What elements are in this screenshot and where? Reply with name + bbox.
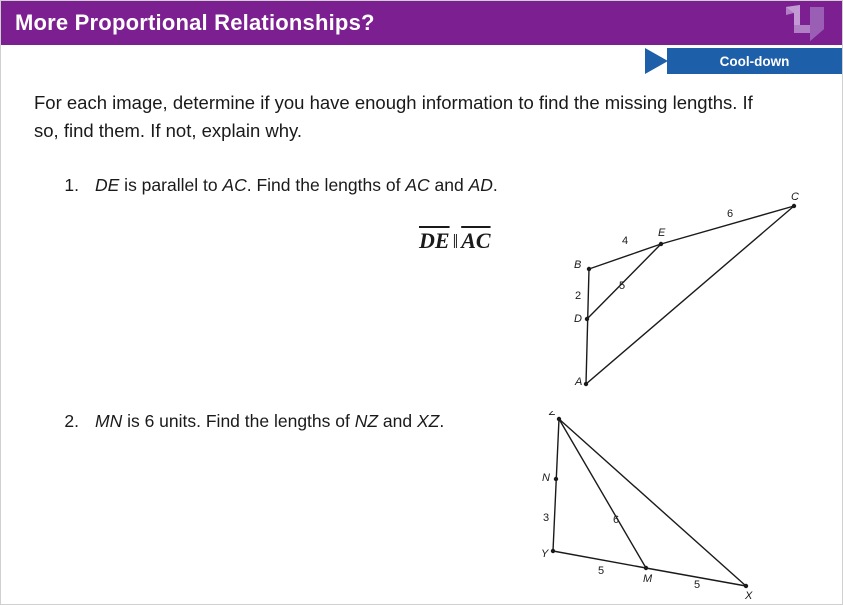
point-label-E: E — [658, 227, 666, 239]
point-label-N: N — [542, 472, 550, 484]
segment-length-6: 6 — [727, 208, 734, 220]
segment-length-5: 5 — [619, 280, 626, 292]
problem-1-part-6: AD — [468, 175, 493, 195]
segment-length-3: 3 — [543, 512, 550, 524]
problem-2-part-0: MN — [95, 411, 123, 431]
problem-2-number: 2. — [64, 411, 79, 431]
problem-2-part-5: . — [439, 411, 445, 431]
problem-2-part-1: is 6 units. Find the lengths of — [122, 411, 355, 431]
problem-1-part-5: and — [429, 175, 469, 195]
parallel-equation — [419, 228, 491, 254]
segment-length-4: 4 — [622, 235, 629, 247]
problem-1-part-0: DE — [95, 175, 120, 195]
equation-parallel-symbol: ‖ — [452, 231, 459, 253]
problem-2-part-4: XZ — [416, 411, 440, 431]
instructions-text: For each image, determine if you have enough information to find the missing lengths. If so, find them. If not, explain why. — [34, 92, 753, 141]
segment-length-6b: 6 — [613, 514, 620, 526]
equation-right-segment: $\overline{AC}$ — [461, 228, 491, 253]
figure-triangle-xyz — [531, 411, 821, 605]
segment-length-5a: 5 — [598, 565, 605, 577]
problem-1-part-2: AC — [222, 175, 247, 195]
point-label-Y: Y — [541, 548, 549, 560]
point-label-A: A — [575, 376, 583, 388]
header-bar — [1, 1, 843, 45]
page-title: More Proportional Relationships? — [15, 10, 375, 35]
problem-1-text — [95, 173, 515, 198]
point-label-D: D — [574, 313, 582, 325]
problem-2-text — [95, 409, 515, 434]
problem-1-number: 1. — [64, 175, 79, 195]
problem-2 — [53, 409, 523, 434]
point-label-X: X — [745, 590, 753, 601]
problem-1-part-7: . — [492, 175, 498, 195]
point-label-Z: Z — [549, 411, 556, 418]
problem-2-part-2: NZ — [354, 411, 379, 431]
segment-length-2: 2 — [575, 290, 582, 302]
point-label-B: B — [574, 259, 582, 271]
ribbon-body — [667, 48, 842, 74]
segment-length-5b: 5 — [694, 579, 701, 591]
equation-left-segment: $\overline{DE}$ — [419, 228, 450, 253]
im-arrow-logo-icon — [780, 3, 826, 43]
problem-1-part-1: is parallel to — [119, 175, 223, 195]
problem-1-part-3: . Find the lengths of — [246, 175, 406, 195]
point-label-M: M — [643, 573, 653, 585]
problem-1 — [53, 173, 523, 198]
problem-2-part-3: and — [378, 411, 417, 431]
ribbon-tail — [645, 48, 668, 74]
problem-1-part-4: AC — [405, 175, 430, 195]
figure-triangle-abc — [541, 189, 811, 399]
ribbon-label: Cool-down — [719, 53, 790, 69]
cooldown-ribbon — [645, 48, 842, 74]
point-label-C: C — [791, 191, 799, 203]
